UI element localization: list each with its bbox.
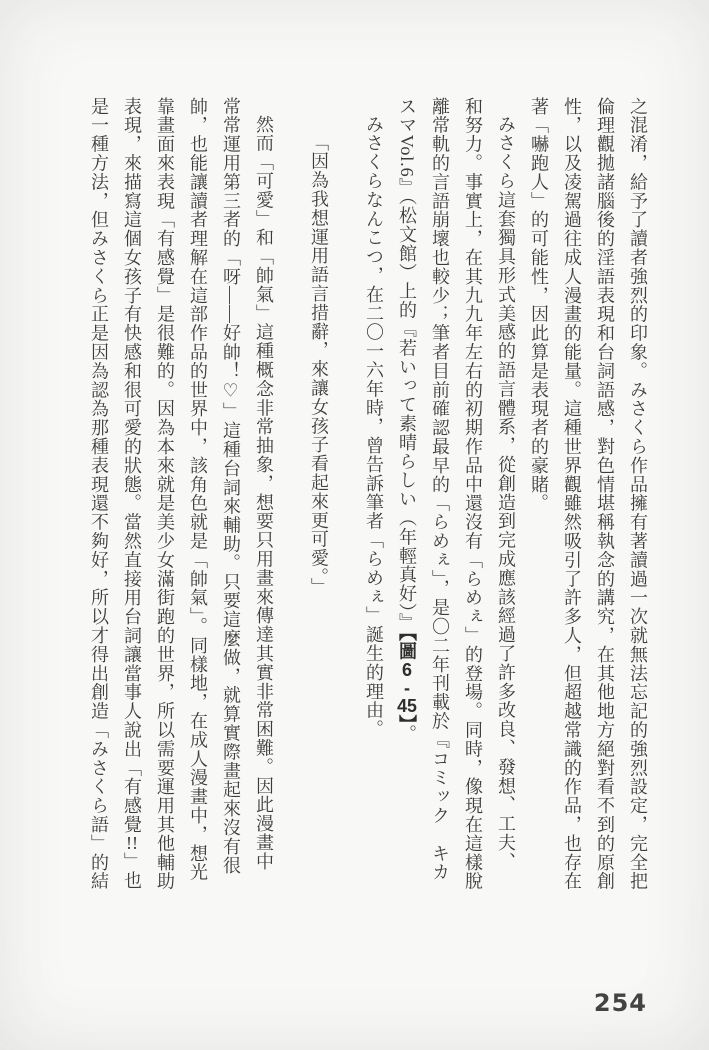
- text-column: [357, 97, 390, 895]
- text-column: [302, 97, 335, 895]
- paragraph-3: [357, 97, 390, 895]
- paragraph-2: [390, 97, 522, 895]
- paragraph-1: [522, 97, 654, 895]
- text-run: 著「嚇跑人」的可能性，因此算是表現者的豪賭。: [529, 97, 549, 513]
- text-run: みさくらなんこつ，在二〇一六年時，曾告訴筆者「らめぇ」誕生的理由。: [364, 115, 384, 739]
- text-column: [115, 97, 148, 895]
- text-run: 然而「可愛」和「帥氣」這種概念非常抽象，想要只用畫來傳達其實非常困難。因此漫畫中: [254, 115, 274, 871]
- text-run: 是一種方法，但みさくら正是因為認為那種表現還不夠好，所以才得出創造「みさくら語」的結: [89, 97, 109, 891]
- text-run-figref: 45: [397, 696, 417, 715]
- text-run: 「因為我想運用語言措辭，來讓女孩子看起來更可愛。」: [309, 133, 329, 597]
- text-column: [390, 97, 423, 895]
- paragraph-4-quote: [302, 97, 335, 895]
- paragraph-5: [82, 97, 280, 895]
- text-column: [456, 97, 489, 895]
- text-run: 。: [397, 724, 417, 744]
- text-column: [82, 97, 115, 895]
- page-number: 254: [593, 989, 647, 1017]
- text-run: 和努力。事實上，在其九九年左右的初期作品中還沒有「らめぇ」的登場。同時，像現在這樣脫: [463, 97, 483, 891]
- text-column: [247, 97, 280, 895]
- text-block: [82, 97, 654, 895]
- text-column: [588, 97, 621, 895]
- text-run: 靠畫面來表現「有感覺」是很難的。因為本來就是美少女滿街跑的世界，所以需要運用其他輔助: [155, 97, 175, 891]
- text-run: 」也: [122, 852, 142, 890]
- text-column: [214, 97, 247, 895]
- text-run: みさくら這套獨具形式美感的語言體系，從創造到完成應該經過了許多改良、發想、工夫、: [496, 115, 516, 871]
- text-column: [181, 97, 214, 895]
- text-run: 表現，來描寫這個女孩子有快感和很可愛的狀態。當然直接用台詞讓當事人說出「有感覺: [122, 97, 142, 835]
- text-column: [148, 97, 181, 895]
- text-run: 帥，也能讓讀者理解在這部作品的世界中，該角色就是「帥氣」。同樣地，在成人漫畫中，想光: [188, 97, 208, 882]
- text-run-figref: 【圖: [397, 631, 417, 661]
- text-run: 離常軌的言語崩壞也較少；筆者目前確認最早的「らめぇ」，是〇二年刊載於『コミック キカ: [430, 97, 450, 882]
- text-column: [555, 97, 588, 895]
- text-run-figref: -: [404, 678, 410, 697]
- text-run-figref: 】: [397, 714, 417, 725]
- text-run-figref: 6: [401, 660, 412, 679]
- text-column: [522, 97, 555, 895]
- text-run: 之混淆，給予了讀者強烈的印象。みさくら作品擁有著讀過一次就無法忘記的強烈設定，完全把: [628, 97, 648, 891]
- text-run-tcy: !!: [126, 834, 138, 853]
- text-run: スマVol.6』（松文館）上的『若いって素晴らしい（年輕真好）』: [397, 97, 417, 632]
- text-column: [621, 97, 654, 895]
- text-run: 性，以及凌駕過往成人漫畫的能量。這種世界觀雖然吸引了許多人，但超越常識的作品，也存在: [562, 97, 582, 891]
- text-run: 常常運用第三者的「呀——好帥！♡」這種台詞來輔助。只要這麼做，就算實際畫起來沒有很: [221, 97, 241, 875]
- text-column: [489, 97, 522, 895]
- text-column: [423, 97, 456, 895]
- text-run: 倫理觀拋諸腦後的淫語表現和台詞語感，對色情堪稱執念的講究，在其他地方絕對看不到的原創: [595, 97, 615, 891]
